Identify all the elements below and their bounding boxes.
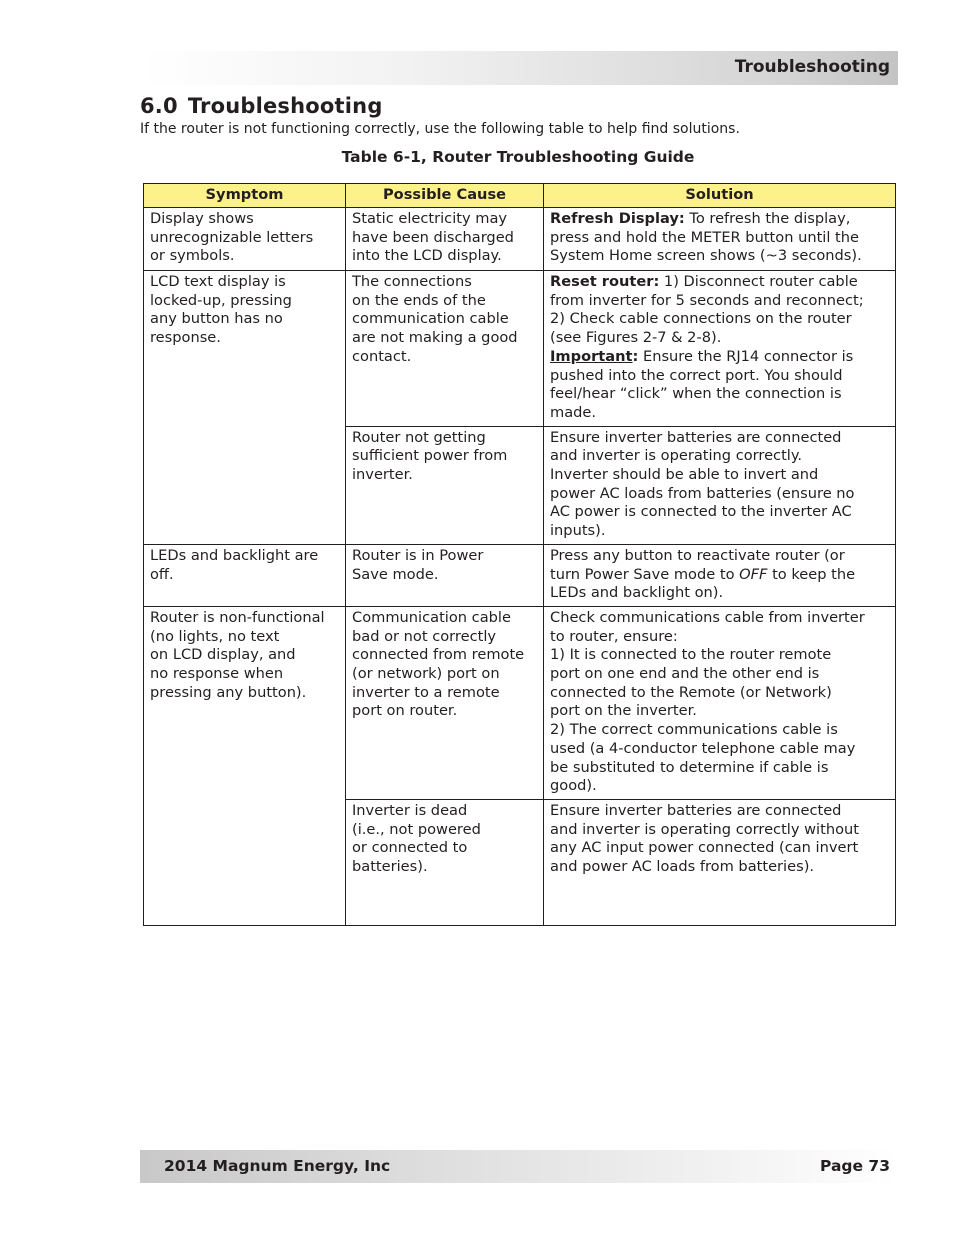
table-row	[144, 271, 896, 427]
important-label: Important	[550, 347, 633, 365]
solution-cell: Ensure inverter batteries are connected and inverter is operating correctly. Inverter should be able to invert and power AC loads from batteries (ensure no AC power is connected to the inverter AC inputs).	[544, 426, 896, 544]
table-caption: Table 6-1, Router Troubleshooting Guide	[341, 148, 695, 166]
important-colon: :	[632, 347, 639, 365]
page-footer	[140, 1150, 898, 1183]
section-intro: If the router is not functioning correctly, use the following table to help find solutions.	[140, 121, 740, 137]
solution-cell: Ensure inverter batteries are connected and inverter is operating correctly without any AC input power connected (can invert and power AC loads from batteries).	[544, 799, 896, 925]
column-header-solution: Solution	[544, 184, 896, 208]
solution-text: to keep the LEDs and backlight on).	[550, 565, 856, 602]
running-header	[140, 51, 898, 85]
footer-copyright: 2014 Magnum Energy, Inc	[164, 1157, 391, 1175]
solution-lead: Reset router:	[550, 273, 660, 290]
symptom-cell: LEDs and backlight are off.	[144, 544, 346, 606]
section-number: 6.0	[140, 94, 178, 118]
symptom-cell: Router is non-functional (no lights, no text on LCD display, and no response when pressing any button).	[144, 606, 346, 925]
symptom-cell: Display shows unrecognizable letters or symbols.	[144, 208, 346, 271]
table-row	[144, 208, 896, 271]
solution-text: 1) Disconnect router cable from inverter for 5 seconds and reconnect; 2) Check cable connections on the router (see Figures 2-7 & 2-8).	[550, 273, 864, 347]
cause-cell: Router is in Power Save mode.	[346, 544, 544, 606]
cause-cell: Router not getting sufficient power from inverter.	[346, 426, 544, 544]
table-row	[144, 544, 896, 606]
section-title-text: Troubleshooting	[187, 94, 383, 118]
solution-cell: Check communications cable from inverter to router, ensure: 1) It is connected to the router remote port on one end and the other end is connected to the Remote (or Network) port on the inverter. 2) The correct communications cable is used (a 4-conductor telephone cable may be substituted to determine if cable is good).	[544, 606, 896, 799]
symptom-cell: LCD text display is locked-up, pressing any button has no response.	[144, 271, 346, 545]
solution-emphasis: OFF	[739, 565, 768, 583]
table-header-row	[144, 184, 896, 208]
solution-cell	[544, 208, 896, 271]
solution-cell	[544, 271, 896, 427]
solution-text: To refresh the display, press and hold the METER button until the System Home screen shows (~3 seconds).	[550, 210, 862, 265]
cause-cell: The connections on the ends of the communication cable are not making a good contact.	[346, 271, 544, 427]
cause-cell: Inverter is dead (i.e., not powered or connected to batteries).	[346, 799, 544, 925]
footer-page-number: Page 73	[820, 1157, 890, 1175]
solution-cell	[544, 544, 896, 606]
column-header-cause: Possible Cause	[346, 184, 544, 208]
cause-cell: Communication cable bad or not correctly connected from remote (or network) port on inverter to a remote port on router.	[346, 606, 544, 799]
column-header-symptom: Symptom	[144, 184, 346, 208]
table-row	[144, 606, 896, 799]
troubleshooting-table	[143, 183, 896, 926]
section-title	[140, 94, 383, 118]
solution-lead: Refresh Display:	[550, 210, 685, 227]
running-header-title: Troubleshooting	[734, 57, 890, 77]
important-text: Ensure the RJ14 connector is pushed into the correct port. You should feel/hear “click” when the connection is made.	[550, 347, 854, 421]
cause-cell: Static electricity may have been discharged into the LCD display.	[346, 208, 544, 271]
solution-text: Press any button to reactivate router (or turn Power Save mode to	[550, 546, 845, 583]
